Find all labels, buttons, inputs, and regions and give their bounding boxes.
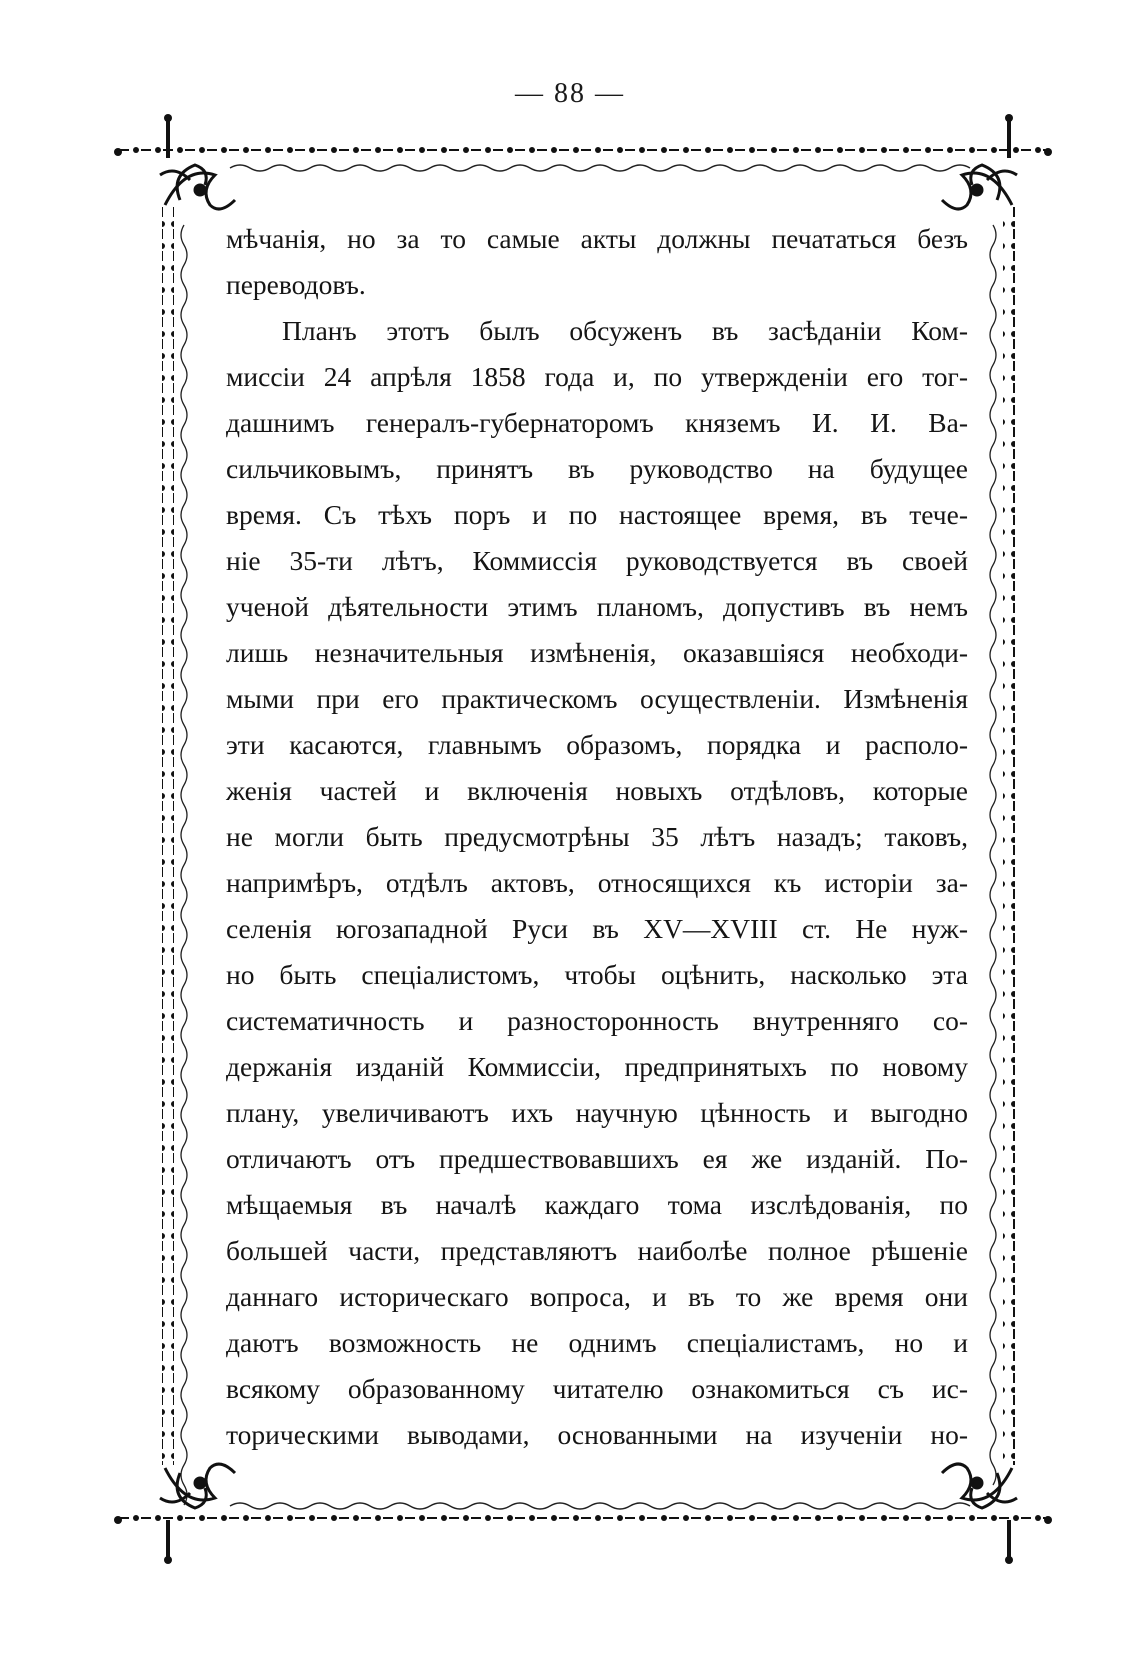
text-line: даютъ возможность не однимъ спеціалистамъ, но и <box>226 1327 968 1358</box>
text-line: время. Съ тѣхъ поръ и по настоящее время, въ тече- <box>226 499 968 530</box>
text-line: миссіи 24 апрѣля 1858 года и, по утвержденіи его тог- <box>226 361 968 392</box>
text-line: ученой дѣятельности этимъ планомъ, допустивъ въ немъ <box>226 591 968 622</box>
text-line: мѣщаемыя въ началѣ каждаго тома изслѣдованія, по <box>226 1189 968 1220</box>
text-line: женія частей и включенія новыхъ отдѣловъ, которые <box>226 775 968 806</box>
text-line: отличаютъ отъ предшествовавшихъ ея же изданій. По- <box>226 1143 968 1174</box>
text-line: большей части, представляютъ наиболѣе полное рѣшеніе <box>226 1235 968 1266</box>
text-line: Планъ этотъ былъ обсуженъ въ засѣданіи Ком- <box>282 315 968 346</box>
text-line: плану, увеличиваютъ ихъ научную цѣнность и выгодно <box>226 1097 968 1128</box>
text-line: переводовъ. <box>226 269 366 300</box>
text-line: торическими выводами, основанными на изученіи но- <box>226 1419 968 1450</box>
text-line: мѣчанія, но за то самые акты должны печататься безъ <box>226 223 968 254</box>
text-line: напримѣръ, отдѣлъ актовъ, относящихся къ исторіи за- <box>226 867 968 898</box>
text-line: дашнимъ генералъ-губернаторомъ княземъ И. И. Ва- <box>226 407 968 438</box>
text-line: сильчиковымъ, принятъ въ руководство на будущее <box>226 453 968 484</box>
text-line: лишь незначительныя измѣненія, оказавшіяся необходи- <box>226 637 968 668</box>
text-line: ніе 35-ти лѣтъ, Коммиссія руководствуется въ своей <box>226 545 968 576</box>
text-line: эти касаются, главнымъ образомъ, порядка и располо- <box>226 729 968 760</box>
text-line: держанія изданій Коммиссіи, предпринятыхъ по новому <box>226 1051 968 1082</box>
text-line: мыми при его практическомъ осуществленіи. Измѣненія <box>226 683 968 714</box>
page-number: — 88 — <box>515 78 625 109</box>
text-line: селенія югозападной Руси въ XV—XVIII ст. Не нуж- <box>226 913 968 944</box>
text-line: но быть спеціалистомъ, чтобы оцѣнить, насколько эта <box>226 959 968 990</box>
text-line: систематичность и разносторонность внутренняго со- <box>226 1005 968 1036</box>
text-line: не могли быть предусмотрѣны 35 лѣтъ назадъ; таковъ, <box>226 821 968 852</box>
text-line: всякому образованному читателю ознакомиться съ ис- <box>226 1373 968 1404</box>
text-line: даннаго историческаго вопроса, и въ то же время они <box>226 1281 968 1312</box>
